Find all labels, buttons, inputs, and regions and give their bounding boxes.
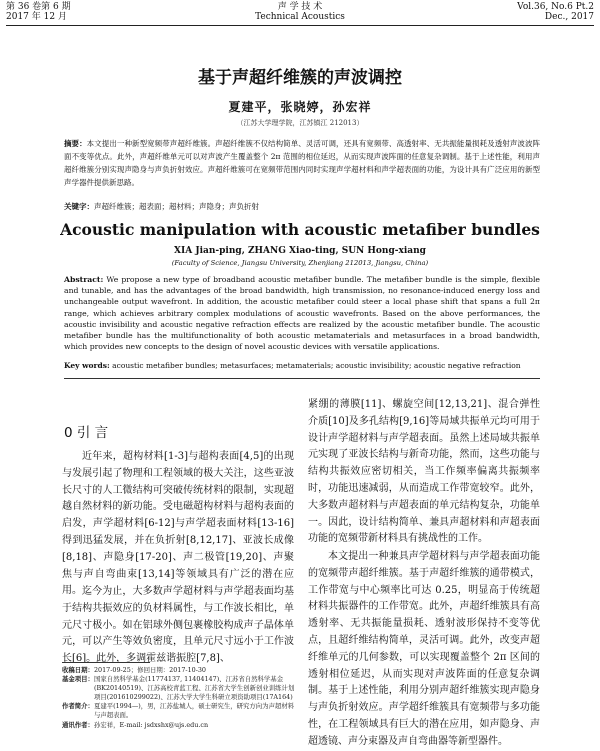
- authors-en: XIA Jian-ping, ZHANG Xiao-ting, SUN Hong-xiang: [174, 246, 426, 256]
- body-right-paragraph-2: [308, 549, 540, 751]
- title-cn: 基于声超纤维簇的声波调控: [198, 68, 402, 88]
- section-heading-intro: 0 引 言: [64, 425, 109, 441]
- header-center: [6, 2, 594, 22]
- body-left-p2-text: 迄今为止，大多数声学超材料与声学超表面均基于结构共振效应的负材料属性，与工作波长相比，单元尺寸极小。如在铝球外侧包裹橡胶构成声子晶体单元，可以产生等效负密度，且单元尺寸远小于工作波长[6]。此外，多调霍兹谐振腔[7,8]、: [62, 586, 294, 665]
- journal-name-cn: 声 学 技 术: [277, 2, 323, 12]
- footnote-text: 孙宏祥，E-mail: jsdxshx@ujs.edu.cn: [93, 720, 209, 729]
- footnote-corresponding: [62, 721, 298, 730]
- footnotes: [62, 666, 298, 730]
- abstract-en-text: We propose a new type of broadband acoustic metafiber bundle. The metafiber bundle is the simple, flexible and tunable, and has the advantages of the broad bandwidth, high transmission, no resonance-induced energy loss and unchangeable output wavefront. In addition, the acoustic metafiber could steer a local phase shift that spans a full 2π range, which achieves arbitrary complex modulations of acoustic wavefronts. Based on the above performances, the acoustic invisibility and acoustic negative refraction effects are realized by the acoustic metafiber bundle. The acoustic metafiber bundle has the multifunctionality of both acoustic metamaterials and metasurfaces in a broad bandwidth, which provides new concepts to the design of novel acoustic devices with versatile applications.: [64, 275, 540, 352]
- header-rule: [6, 25, 594, 26]
- journal-volume-cn: 第 36 卷第 6 期: [6, 2, 71, 12]
- volume-en: Vol.36, No.6 Pt.2: [517, 2, 594, 12]
- abstract-en-label: Abstract:: [64, 275, 104, 284]
- footnote-text: 夏建平(1994—)，男，江苏盐城人，硕士研究生，研究方向为声超材料与声超表面。: [93, 702, 295, 720]
- running-header: [6, 2, 594, 24]
- affiliation-cn: （江苏大学理学院，江苏镇江 212013）: [236, 119, 364, 127]
- keywords-en-text: acoustic metafiber bundles; metasurfaces; metamaterials; acoustic invisibility; acoustic negative refraction: [112, 361, 521, 370]
- abstract-rule: [64, 378, 540, 379]
- footnote-label: 收稿日期：: [62, 666, 94, 674]
- journal-name-en: Technical Acoustics: [255, 12, 345, 22]
- header-right: [517, 2, 594, 22]
- footnote-funding: [62, 675, 298, 702]
- footnote-label: 作者简介：: [62, 702, 94, 711]
- keywords-cn: [64, 201, 540, 212]
- body-left-paragraph-2: [62, 584, 294, 668]
- body-right-p1-text: 紧绷的薄膜[11]、螺旋空间[12,13,21]、混合弹性介质[10]及多孔结构[9,16]等局域共振单元均可用于设计声学超材料与声学超表面。虽然上述局域共振单元实现了亚波长结构与新奇功能，然而，这些功能与结构共振效应密切相关，当工作频率偏离共振频率时，功能迅速减弱，从而造成工作带宽较窄。此外，大多数声超材料与声超表面的单元结构复杂，功能单一。因此，设计结构简单、兼具声超材料和声超表面功能的宽频带新材料具有挑战性的工作。: [308, 399, 540, 545]
- body-right-p2-text: 本文提出一种兼具声学超材料与声学超表面功能的宽频带声超纤维簇。基于声超纤维簇的通带模式，工作带宽与中心频率比可达 0.25，明显高于传统超材料共振器件的工作带宽。此外，声超纤维簇具有高透射率、无共振能量损耗、透射波形保持不变等优点，且超纤维结构简单，灵活可调。此外，改变声超纤维单元的几何参数，可以实现覆盖整个 2π 区间的透射相位延迟，从而实现对声波阵面的任意复杂调制。基于上述性能，利用分别声超纤维簇实现声隐身与声负折射效应。声学超纤维簇具有宽频带与多功能性，在工程领域具有巨大的潜在应用，如声隐身、声超透镜、声分束器及声自弯曲器等新型器件。: [308, 551, 540, 747]
- body-left-p1-text: 近年来，超构材料[1-3]与超构表面[4,5]的出现与发展引起了物理和工程领域的极大关注，这些亚波长尺寸的人工微结构可突破传统材料的限制，实现超越自然材料的新功能。受电磁超构材料与超构表面的启发，声学超材料[6-12]与声学超表面材料[13-16]得到迅猛发展，并在负折射[8,12,17]、亚波长成像[8,18]、声隐身[17-20]、声二极管[19,20]、声聚焦与声自弯曲束[13,14]等领域具有广泛的潜在应用。: [62, 451, 294, 597]
- abstract-cn: [64, 137, 540, 189]
- body-right-paragraph-1: [308, 397, 540, 548]
- authors-cn: 夏建平，张晓婷，孙宏祥: [228, 100, 372, 114]
- keywords-cn-text: 声超纤维簇；超表面；超材料；声隐身；声负折射: [94, 202, 259, 211]
- affiliation-en: (Faculty of Science, Jiangsu University, Zhenjiang 212013, Jiangsu, China): [171, 259, 429, 267]
- abstract-cn-label: 摘要：: [64, 139, 87, 148]
- keywords-en-label: Key words:: [64, 361, 110, 370]
- footnote-rule: [62, 662, 150, 663]
- footnote-author-bio: [62, 702, 298, 720]
- date-en: Dec., 2017: [544, 12, 594, 22]
- body-left-paragraph-1: [62, 449, 294, 600]
- footnote-text: 2017-09-25；修回日期：2017-10-30: [93, 666, 206, 674]
- footnote-received: [62, 666, 298, 675]
- title-en: Acoustic manipulation with acoustic metafiber bundles: [60, 220, 540, 239]
- keywords-en: [64, 361, 540, 370]
- journal-date-cn: 2017 年 12 月: [6, 12, 67, 22]
- keywords-cn-label: 关键字：: [64, 202, 94, 211]
- footnote-label: 通讯作者：: [62, 720, 94, 729]
- footnote-text: 国家自然科学基金(11774137, 11404147)、江苏省自然科学基金(BK20140519)、江苏高校青蓝工程、江苏省大学生创新创业训练计划项目(201610299022)、江苏大学大学生科研立项资助项目(17A164): [93, 675, 295, 702]
- abstract-en: [64, 274, 540, 352]
- abstract-cn-text: 本文提出一种新型宽频带声超纤维簇。声超纤维簇不仅结构简单、灵活可调，还具有宽频带、高透射率、无共振能量损耗及透射声波波阵面不变等优点。此外，声超纤维单元可以对声波产生覆盖整个 2π 范围的相位延迟，从而实现声波阵面的任意复杂调制。基于上述性能，利用声超纤维簇分别实现声隐身与声负折射效应。声超纤维簇可在宽频带范围内同时实现声学超材料和声学超表面的功能，为设计具有广泛应用的新型声学器件提供新思路。: [64, 139, 540, 187]
- footnote-label: 基金项目：: [62, 675, 94, 684]
